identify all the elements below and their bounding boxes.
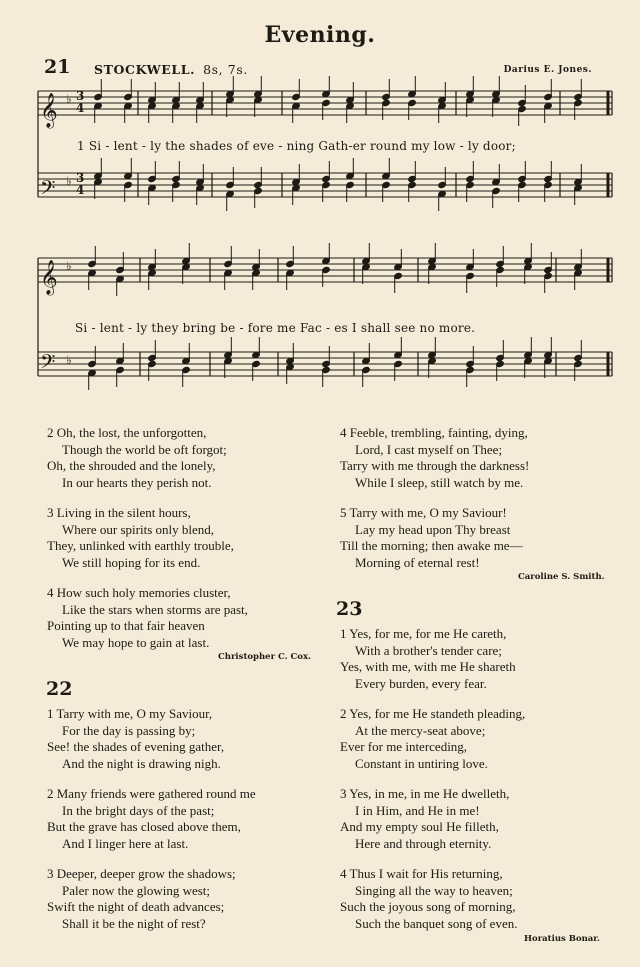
time-sig: 3 (76, 171, 85, 185)
hymn23-stanza-3 (340, 786, 509, 852)
hymn-22-number: 22 (46, 678, 73, 700)
stanza-line: 1 Yes, for me, for me He careth, (340, 626, 507, 641)
stanza-line: Where our spirits only blend, (62, 521, 214, 537)
stanza-line: Here and through eternity. (355, 835, 492, 851)
stanza-line: Shall it be the night of rest? (62, 915, 206, 931)
flat-icon: ♭ (66, 92, 72, 106)
hymn22-stanza-5 (340, 505, 523, 571)
stanza-line: Morning of eternal rest! (355, 554, 480, 570)
stanza-line: I in Him, and He in me! (355, 802, 480, 818)
stanza-line: At the mercy-seat above; (355, 722, 486, 738)
stanza-line: While I sleep, still watch by me. (355, 474, 524, 490)
meter: 8s, 7s. (203, 62, 248, 77)
stanza-line: In the bright days of the past; (62, 802, 215, 818)
stanza-line: See! the shades of evening gather, (47, 739, 225, 755)
hymn-number: 21 (44, 56, 71, 78)
notes (88, 76, 583, 390)
stanza-line: Pointing up to that fair heaven (47, 618, 205, 634)
page-title: Evening. (264, 22, 376, 48)
hymn21-stanza-4 (47, 585, 248, 651)
stanza-line: Every burden, every fear. (355, 675, 487, 691)
stanza-line: But the grave has closed above them, (47, 819, 241, 835)
stanza-line: Till the morning; then awake me— (340, 538, 523, 554)
stanza-line: Tarry with me through the darkness! (340, 458, 530, 474)
stanza-line: 2 Yes, for me He standeth pleading, (340, 706, 526, 721)
tune-name: STOCKWELL. (94, 62, 196, 77)
hymn-23-number: 23 (336, 598, 363, 620)
hymn21-stanza-2 (47, 425, 227, 491)
stanza-line: And my empty soul He filleth, (340, 819, 499, 835)
stanza-line: 3 Yes, in me, in me He dwelleth, (340, 786, 510, 801)
hymn23-stanza-4 (340, 866, 517, 932)
stanza-line: And I linger here at last. (62, 835, 189, 851)
stanza-line: 4 Thus I wait for His returning, (340, 866, 503, 881)
flat-icon: ♭ (66, 353, 72, 367)
stanza-line: We still hoping for its end. (62, 554, 201, 570)
stanza-line: With a brother's tender care; (355, 642, 502, 658)
stanza-line: In our hearts they perish not. (62, 474, 212, 490)
stanza-line: For the day is passing by; (62, 722, 196, 738)
stanza-line: Constant in untiring love. (355, 755, 488, 771)
time-sig: 4 (76, 183, 85, 197)
stanza-line: And the night is drawing nigh. (62, 755, 221, 771)
flat-icon: ♭ (66, 174, 72, 188)
stanza-line: Lay my head upon Thy breast (355, 521, 511, 537)
hymn21-stanza-4b (340, 425, 529, 491)
stanza-line: Paler now the glowing west; (62, 882, 211, 898)
stanza-line: Lord, I cast myself on Thee; (355, 441, 503, 457)
composer-credit: Darius E. Jones. (503, 65, 592, 75)
hymn23-stanza-1 (340, 626, 516, 692)
lyric-line-2: Si - lent - ly they bring be - fore me Fac - es I shall see no more. (75, 321, 476, 335)
stanza-line: Though the world be oft forgot; (62, 441, 227, 457)
stanza-line: 1 Tarry with me, O my Saviour, (47, 706, 213, 721)
stanza-line: Such the banquet song of even. (355, 915, 518, 931)
stanza-line: Swift the night of death advances; (47, 899, 225, 915)
stanza-line: They, unlinked with earthly trouble, (47, 538, 234, 554)
hymn23-stanza-2 (340, 706, 525, 772)
music-score (0, 0, 640, 400)
stanza-line: Yes, with me, with me He shareth (340, 659, 516, 675)
stanza-line: We may hope to gain at last. (62, 634, 210, 650)
flat-icon: ♭ (66, 259, 72, 273)
attribution-cox: Christopher C. Cox. (218, 652, 311, 662)
stanza-line: Singing all the way to heaven; (355, 882, 513, 898)
stanza-line: 3 Deeper, deeper grow the shadows; (47, 866, 236, 881)
hymn22-stanza-3 (47, 866, 236, 932)
stanza-line: Ever for me interceding, (340, 739, 468, 755)
stanza-line: Such the joyous song of morning, (340, 899, 516, 915)
hymn22-stanza-2 (47, 786, 256, 852)
stanza-line: 2 Many friends were gathered round me (47, 786, 256, 801)
clef-icon: 𝄞 (40, 260, 58, 295)
attribution-bonar: Horatius Bonar. (524, 934, 600, 944)
hymn21-stanza-3 (47, 505, 234, 571)
stanza-line: 3 Living in the silent hours, (47, 505, 191, 520)
hymn22-stanza-1 (47, 706, 224, 772)
time-sig: 4 (76, 101, 85, 115)
stanza-line: Like the stars when storms are past, (62, 601, 248, 617)
clef-icon: 𝄢 (40, 350, 56, 378)
lyric-line-1: 1 Si - lent - ly the shades of eve - ning Gath-er round my low - ly door; (77, 139, 516, 153)
stanza-line: 2 Oh, the lost, the unforgotten, (47, 425, 207, 440)
stanza-line: 5 Tarry with me, O my Saviour! (340, 505, 507, 520)
stanza-line: 4 Feeble, trembling, fainting, dying, (340, 425, 528, 440)
stanza-line: Oh, the shrouded and the lonely, (47, 458, 216, 474)
time-sig: 3 (76, 89, 85, 103)
clef-icon: 𝄞 (40, 93, 58, 128)
clef-icon: 𝄢 (40, 176, 56, 204)
attribution-smith: Caroline S. Smith. (518, 572, 605, 582)
stanza-line: 4 How such holy memories cluster, (47, 585, 231, 600)
